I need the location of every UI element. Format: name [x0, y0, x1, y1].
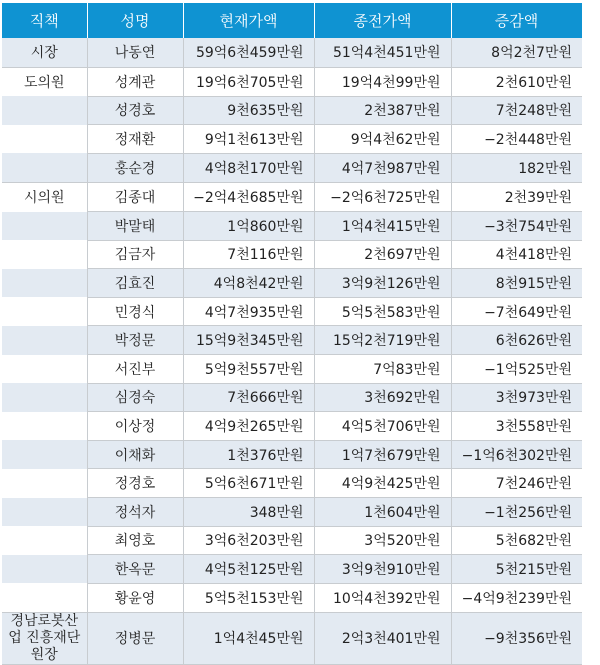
position-cell — [2, 383, 87, 412]
change-cell: 182만원 — [451, 153, 582, 182]
header-name: 성명 — [87, 3, 183, 38]
previous-value-cell: 1억4천415만원 — [314, 212, 451, 241]
header-row — [2, 3, 582, 38]
previous-value-cell: 4억9천425만원 — [314, 469, 451, 498]
previous-value-cell: 51억4천451만원 — [314, 38, 451, 67]
table-row — [2, 269, 582, 298]
name-cell: 정경호 — [87, 469, 183, 498]
previous-value-cell: 10억4천392만원 — [314, 583, 451, 612]
change-cell: −7천649만원 — [451, 297, 582, 326]
position-cell — [2, 96, 87, 125]
name-cell: 민경식 — [87, 297, 183, 326]
name-cell: 성계관 — [87, 67, 183, 96]
position-cell: 경남로봇산업 진흥재단원장 — [2, 612, 87, 664]
position-cell — [2, 153, 87, 182]
previous-value-cell: 1억7천679만원 — [314, 440, 451, 469]
name-cell: 김종대 — [87, 182, 183, 211]
table-row — [2, 297, 582, 326]
current-value-cell: 15억9천345만원 — [183, 326, 314, 355]
position-cell — [2, 412, 87, 441]
table-row — [2, 96, 582, 125]
table-row — [2, 583, 582, 612]
header-current-value: 현재가액 — [183, 3, 314, 38]
position-cell — [2, 269, 87, 298]
name-cell: 김효진 — [87, 269, 183, 298]
current-value-cell: 1억860만원 — [183, 212, 314, 241]
change-cell: 4천418만원 — [451, 240, 582, 269]
position-cell — [2, 555, 87, 584]
table-row — [2, 212, 582, 241]
change-cell: −1억6천302만원 — [451, 440, 582, 469]
previous-value-cell: 3억9천126만원 — [314, 269, 451, 298]
previous-value-cell: 1천604만원 — [314, 498, 451, 527]
previous-value-cell: 3억520만원 — [314, 526, 451, 555]
table-row — [2, 383, 582, 412]
position-cell — [2, 526, 87, 555]
previous-value-cell: 3억9천910만원 — [314, 555, 451, 584]
name-cell: 박정문 — [87, 326, 183, 355]
table-row — [2, 153, 582, 182]
current-value-cell: 4억9천265만원 — [183, 412, 314, 441]
change-cell: −2천448만원 — [451, 125, 582, 154]
previous-value-cell: 4억5천706만원 — [314, 412, 451, 441]
previous-value-cell: 19억4천99만원 — [314, 67, 451, 96]
table-row — [2, 38, 582, 67]
change-cell: 7천248만원 — [451, 96, 582, 125]
current-value-cell: 1천376만원 — [183, 440, 314, 469]
position-cell — [2, 326, 87, 355]
change-cell: −4억9천239만원 — [451, 583, 582, 612]
previous-value-cell: 2억3천401만원 — [314, 612, 451, 664]
name-cell: 이상정 — [87, 412, 183, 441]
previous-value-cell: 7억83만원 — [314, 355, 451, 384]
name-cell: 정석자 — [87, 498, 183, 527]
change-cell: −1천256만원 — [451, 498, 582, 527]
table-row — [2, 355, 582, 384]
current-value-cell: 5억9천557만원 — [183, 355, 314, 384]
table-row — [2, 412, 582, 441]
position-cell — [2, 440, 87, 469]
current-value-cell: 4억8천170만원 — [183, 153, 314, 182]
name-cell: 성경호 — [87, 96, 183, 125]
current-value-cell: 4억5천125만원 — [183, 555, 314, 584]
current-value-cell: 4억8천42만원 — [183, 269, 314, 298]
table-row — [2, 182, 582, 211]
header-previous-value: 종전가액 — [314, 3, 451, 38]
current-value-cell: 5억5천153만원 — [183, 583, 314, 612]
header-position: 직책 — [2, 3, 87, 38]
current-value-cell: 7천116만원 — [183, 240, 314, 269]
position-cell — [2, 355, 87, 384]
name-cell: 심경숙 — [87, 383, 183, 412]
previous-value-cell: 2천697만원 — [314, 240, 451, 269]
table-header — [2, 3, 582, 38]
table-row — [2, 555, 582, 584]
name-cell: 이채화 — [87, 440, 183, 469]
previous-value-cell: 3천692만원 — [314, 383, 451, 412]
previous-value-cell: 9억4천62만원 — [314, 125, 451, 154]
name-cell: 황윤영 — [87, 583, 183, 612]
current-value-cell: 59억6천459만원 — [183, 38, 314, 67]
table-row — [2, 526, 582, 555]
position-cell: 시장 — [2, 38, 87, 67]
position-cell — [2, 212, 87, 241]
name-cell: 최영호 — [87, 526, 183, 555]
change-cell: 2천610만원 — [451, 67, 582, 96]
current-value-cell: 9천635만원 — [183, 96, 314, 125]
previous-value-cell: −2억6천725만원 — [314, 182, 451, 211]
change-cell: 8억2천7만원 — [451, 38, 582, 67]
name-cell: 김금자 — [87, 240, 183, 269]
name-cell: 정재환 — [87, 125, 183, 154]
position-cell — [2, 297, 87, 326]
position-cell — [2, 583, 87, 612]
position-cell — [2, 469, 87, 498]
previous-value-cell: 2천387만원 — [314, 96, 451, 125]
change-cell: 5천682만원 — [451, 526, 582, 555]
name-cell: 정병문 — [87, 612, 183, 664]
change-cell: −9천356만원 — [451, 612, 582, 664]
table-body — [2, 38, 582, 664]
change-cell: 7천246만원 — [451, 469, 582, 498]
table-row — [2, 326, 582, 355]
name-cell: 홍순경 — [87, 153, 183, 182]
table-row — [2, 67, 582, 96]
previous-value-cell: 5억5천583만원 — [314, 297, 451, 326]
table-row — [2, 469, 582, 498]
current-value-cell: 19억6천705만원 — [183, 67, 314, 96]
header-change: 증감액 — [451, 3, 582, 38]
change-cell: 3천973만원 — [451, 383, 582, 412]
table-row — [2, 440, 582, 469]
current-value-cell: 1억4천45만원 — [183, 612, 314, 664]
name-cell: 박말태 — [87, 212, 183, 241]
current-value-cell: 9억1천613만원 — [183, 125, 314, 154]
position-cell — [2, 240, 87, 269]
change-cell: 5천215만원 — [451, 555, 582, 584]
table-row — [2, 498, 582, 527]
name-cell: 한옥문 — [87, 555, 183, 584]
asset-disclosure-table — [2, 3, 583, 665]
change-cell: −1억525만원 — [451, 355, 582, 384]
current-value-cell: 5억6천671만원 — [183, 469, 314, 498]
change-cell: 2천39만원 — [451, 182, 582, 211]
table-row — [2, 612, 582, 664]
current-value-cell: 348만원 — [183, 498, 314, 527]
position-cell — [2, 125, 87, 154]
current-value-cell: 7천666만원 — [183, 383, 314, 412]
current-value-cell: 3억6천203만원 — [183, 526, 314, 555]
table-row — [2, 125, 582, 154]
current-value-cell: 4억7천935만원 — [183, 297, 314, 326]
position-cell: 도의원 — [2, 67, 87, 96]
change-cell: 6천626만원 — [451, 326, 582, 355]
previous-value-cell: 15억2천719만원 — [314, 326, 451, 355]
table-row — [2, 240, 582, 269]
change-cell: 8천915만원 — [451, 269, 582, 298]
name-cell: 서진부 — [87, 355, 183, 384]
previous-value-cell: 4억7천987만원 — [314, 153, 451, 182]
name-cell: 나동연 — [87, 38, 183, 67]
change-cell: 3천558만원 — [451, 412, 582, 441]
change-cell: −3천754만원 — [451, 212, 582, 241]
position-cell: 시의원 — [2, 182, 87, 211]
position-cell — [2, 498, 87, 527]
current-value-cell: −2억4천685만원 — [183, 182, 314, 211]
